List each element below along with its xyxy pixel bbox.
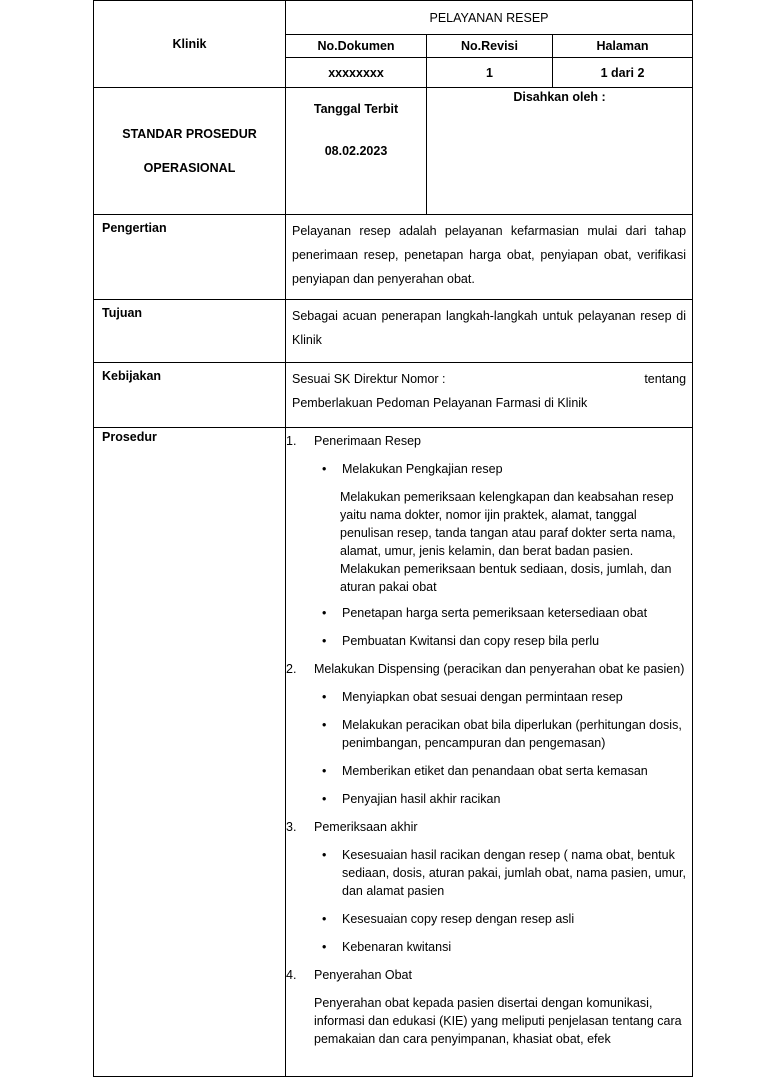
policy-line1-right: tentang (644, 372, 687, 386)
step-3-bullet-2-text: Kesesuaian copy resep dengan resep asli (342, 912, 575, 926)
bullet-icon: • (322, 764, 327, 778)
step-2-bullet-4-text: Penyajian hasil akhir racikan (342, 792, 501, 806)
step-1-bullet-1-text: Melakukan Pengkajian resep (342, 462, 503, 476)
clinic-name-cell (94, 1, 286, 88)
approval-cell (427, 88, 693, 215)
step-2-bullet-1 (286, 688, 692, 706)
bullet-icon: • (322, 690, 327, 704)
step-1-title: Penerimaan Resep (314, 434, 422, 448)
step-2-bullet-2 (286, 716, 692, 752)
procedure-label: Prosedur (102, 430, 157, 444)
page-value-cell (553, 58, 693, 88)
revision-value: 1 (486, 65, 493, 80)
document-title: PELAYANAN RESEP (429, 10, 549, 25)
step-2-number: 2. (286, 662, 297, 676)
step-2-bullet-2-text: Melakukan peracikan obat bila diperlukan (perhitungan dosis, penimbangan, pencampuran dan pengemasan) (342, 718, 682, 750)
doc-number-label-cell (286, 35, 427, 58)
policy-line2: Pemberlakuan Pedoman Pelayanan Farmasi di Klinik (292, 396, 588, 410)
step-3-bullet-2 (286, 910, 692, 928)
step-2-title: Melakukan Dispensing (peracikan dan penyerahan obat ke pasien) (314, 662, 685, 676)
sop-title-line2: OPERASIONAL (143, 161, 236, 175)
definition-label-cell (94, 215, 286, 300)
step-1-bullet-3 (286, 632, 692, 650)
procedure-step-2 (286, 660, 692, 678)
document-title-cell (286, 1, 693, 35)
step-2-bullet-3 (286, 762, 692, 780)
step-3-title: Pemeriksaan akhir (314, 820, 418, 834)
revision-label: No.Revisi (461, 39, 518, 53)
revision-value-cell (427, 58, 553, 88)
policy-text-cell (286, 363, 693, 428)
step-4-number: 4. (286, 968, 297, 982)
step-1-bullet-2-text: Penetapan harga serta pemeriksaan ketersediaan obat (342, 606, 648, 620)
bullet-icon: • (322, 792, 327, 806)
procedure-step-1 (286, 432, 692, 450)
bullet-icon: • (322, 606, 327, 620)
step-1-bullet-3-text: Pembuatan Kwitansi dan copy resep bila perlu (342, 634, 600, 648)
step-3-bullet-3 (286, 938, 692, 956)
revision-label-cell (427, 35, 553, 58)
doc-number-label: No.Dokumen (317, 39, 395, 53)
doc-number-value-cell (286, 58, 427, 88)
definition-label: Pengertian (102, 221, 167, 235)
purpose-label-cell (94, 300, 286, 363)
step-3-bullet-1 (286, 846, 692, 900)
step-1-bullet-1 (286, 460, 692, 478)
sop-title-cell (94, 88, 286, 215)
step-3-number: 3. (286, 820, 297, 834)
step-4-title: Penyerahan Obat (314, 968, 412, 982)
issued-date-value: 08.02.2023 (324, 144, 388, 158)
step-1-number: 1. (286, 434, 297, 448)
step-3-bullet-3-text: Kebenaran kwitansi (342, 940, 452, 954)
bullet-icon: • (322, 634, 327, 648)
issued-date-label: Tanggal Terbit (313, 102, 399, 116)
procedure-step-3 (286, 818, 692, 836)
bullet-icon: • (322, 940, 327, 954)
purpose-text: Sebagai acuan penerapan langkah-langkah untuk pelayanan resep di Klinik (286, 300, 693, 363)
bullet-icon: • (322, 462, 327, 476)
approved-by-label: Disahkan oleh : (513, 90, 606, 104)
sop-title-line1: STANDAR PROSEDUR (122, 127, 257, 141)
page-label-cell (553, 35, 693, 58)
policy-label: Kebijakan (102, 369, 162, 383)
procedure-label-cell (94, 428, 286, 1077)
policy-line1 (292, 367, 686, 391)
page-value: 1 dari 2 (600, 65, 645, 80)
policy-label-cell (94, 363, 286, 428)
page-label: Halaman (596, 39, 649, 53)
sop-document-table (93, 0, 693, 1077)
definition-text: Pelayanan resep adalah pelayanan kefarmasian mulai dari tahap penerimaan resep, penetapan harga obat, penyiapan obat, verifikasi penyiapan dan penyerahan obat. (286, 215, 693, 300)
step-4-description: Penyerahan obat kepada pasien disertai dengan komunikasi, informasi dan edukasi (KIE) yang meliputi penjelasan tentang cara pemakaian dan cara penyimpanan, khasiat obat, efek (314, 996, 682, 1046)
issued-date-cell (286, 88, 427, 215)
step-2-bullet-4 (286, 790, 692, 808)
doc-number-value: xxxxxxxx (328, 65, 384, 80)
step-2-bullet-1-text: Menyiapkan obat sesuai dengan permintaan resep (342, 690, 623, 704)
step-1-bullet-2 (286, 604, 692, 622)
clinic-name: Klinik (172, 37, 207, 51)
step-3-bullet-1-text: Kesesuaian hasil racikan dengan resep ( nama obat, bentuk sediaan, dosis, aturan pakai, jumlah obat, nama pasien, umur, dan alamat pasien (342, 848, 686, 898)
bullet-icon: • (322, 912, 327, 926)
step-2-bullet-3-text: Memberikan etiket dan penandaan obat serta kemasan (342, 764, 648, 778)
bullet-icon: • (322, 848, 327, 862)
policy-line1-left: Sesuai SK Direktur Nomor : (292, 372, 446, 386)
step-1-bullet-1-description: Melakukan pemeriksaan kelengkapan dan keabsahan resep yaitu nama dokter, nomor ijin praktek, alamat, tanggal penulisan resep, tanda tangan atau paraf dokter serta nama, alamat, umur, jenis kelamin, dan berat badan pasien. Melakukan pemeriksaan bentuk sediaan, dosis, jumlah, dan aturan pakai obat (340, 490, 676, 594)
procedure-content (286, 428, 693, 1077)
purpose-label: Tujuan (102, 306, 143, 320)
procedure-step-4 (286, 966, 692, 984)
bullet-icon: • (322, 718, 327, 732)
